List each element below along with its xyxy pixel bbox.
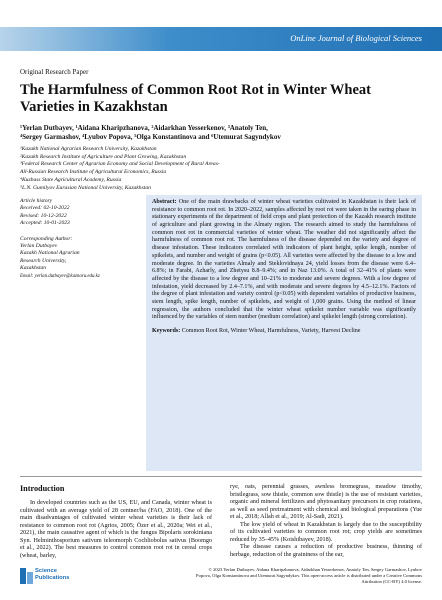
intro-heading: Introduction	[20, 484, 65, 493]
intro-right-column	[230, 484, 422, 559]
intro-left-column	[20, 500, 212, 560]
logo-line-2: Publications	[35, 574, 70, 581]
intro-paragraph-3: The low yield of wheat in Kazakhstan is largely due to the susceptibility of its cultivated varieties to common root rot; crop yields are sometimes reduced by 35–45% (Koishibayev, 2018).	[230, 521, 422, 543]
corr-institution-1: Kazakh National Agrarian	[20, 250, 80, 257]
science-publications-logo-icon	[20, 568, 33, 584]
abstract-text: One of the main drawbacks of winter wheat varieties cultivated in Kazakhstan is their lack of resistance to common root rot. In 2020–2022, samples affected by root rot were taken in the earing phase in stationary experiments of the department of field crops and plant protection of the Kazakh research institute of agriculture and plant growing in the Almaty region. The research aimed to study the harmfulness of common root rot in commercial varieties of winter wheat. The weather did not significantly affect the harmfulness of common root rot. The harmfulness of the disease depended on the variety and degree of disease infestation. These indicators correlated with indicators of plant height, spike length, number of spikelets, and number and weight of grains (p<0.05). All varieties were affected by the disease to a low and moderate degree. In the varieties Almaly and Steklovidnaya 24, yield losses from the disease were 6.4–6.8%; in Farabi, Azharly, and Zhetysu 8.8–9.4%; and in Naz 13.0%. A total of 32–41% of plants were affected by the disease to a low degree and 10–21% to moderate and severe degrees. With a low degree of infestation, yield decreased by 2.4–7.1%, and with moderate and severe degrees by 4.5–12.1%. Factors of the degree of plant infestation and variety control (p<0.05) with dependent variables of productive business, stem length, spike length, number of spikelets, and weight of 1,000 grains. Using the method of linear regression, the authors concluded that the winter wheat spikelet number variable was significantly influenced by the variables of stem number (medium correlation) and spikelet length (strong correlation).	[152, 199, 416, 321]
affiliation-3-cont: All-Russian Research Institute of Agricultural Economics, Russia	[20, 169, 167, 176]
footer-line-3: Attribution (CC-BY) 4.0 license.	[361, 579, 422, 585]
accepted-date: Accepted: 10-01-2023	[20, 220, 70, 227]
footer-line-2: Popova, Olga Konstantinova and Utemurat Sagyndykov. This open-access article is distributed under a Creative Commons	[196, 573, 422, 579]
corr-heading: Corresponding Author:	[20, 235, 73, 242]
intro-paragraph-1: In developed countries such as the US, EU, and Canada, winter wheat is cultivated with an average yield of 28 centner/ha (FAO, 2018). One of the main disadvantages of cultivated winter wheat varieties is their lack of resistance to common root rot (Agrios, 2005; Özer et al., 2020a; Wei et al., 2021), the main causative agent of which is the fungus Bipolaris sorokiniana Syn. Helminthosporium sativum teleomorph Cochliobolus sativus (Boomgo et al., 2022). The best measures to control common root rot in cereal crops (wheat, barley,	[20, 500, 212, 559]
copyright-footer	[146, 567, 422, 586]
abstract-box	[146, 195, 422, 471]
intro-paragraph-2: rye, oats, perennial grasses, awnless bromegrass, meadow timothy, bristlegrass, sow thistle, common sow thistle) is the use of resistant varieties, organic and mineral fertilizers and phytosanitary precursors in crop rotations, as well as seed pretreatment with chemical and biological preparations (Yue et al., 2018; Allah et al., 2019; Al-Sadi, 2021).	[230, 484, 422, 521]
author-list	[20, 124, 420, 142]
paper-title: The Harmfulness of Common Root Rot in Winter Wheat Varieties in Kazakhstan	[20, 82, 371, 115]
section-divider	[20, 476, 422, 477]
publisher-logo	[20, 566, 80, 588]
corr-institution-2: Research University,	[20, 257, 67, 264]
affiliation-3: ³Federal Research Center of Agrarian Economy and Social Development of Rural Areas-	[20, 161, 220, 168]
keywords-label: Keywords:	[152, 328, 181, 334]
footer-line-1: © 2023 Yerlan Dutbayev, Aidana Kharipzhanova, Aidarkhan Yesserkenov, Anatoly Ten, Sergey Garmashov, Lyubov	[208, 567, 422, 572]
abstract-paragraph	[152, 199, 416, 322]
received-date: Received: 02-10-2022	[20, 205, 70, 212]
author-line-2: ⁴Sergey Garmashov, ⁴Lyubov Popova, ⁵Olga Konstantinova and ⁶Utemurat Sagyndykov	[20, 133, 281, 141]
affiliation-4: ⁴Kuzbass State Agricultural Academy, Russia	[20, 176, 122, 183]
affiliation-list	[20, 146, 400, 192]
history-heading: Article history	[20, 198, 53, 204]
revised-date: Revised: 10-12-2022	[20, 212, 67, 219]
affiliation-2: ²Kazakh Research Institute of Agriculture and Plant Growing, Kazakhstan	[20, 153, 187, 160]
corr-country: Kazakhstan	[20, 265, 47, 272]
keywords	[152, 328, 416, 336]
journal-name: OnLine Journal of Biological Sciences	[290, 33, 422, 43]
corr-name: Yerlan Dutbayev	[20, 243, 58, 250]
author-line-1: ¹Yerlan Dutbayev, ¹Aidana Kharipzhanova, ²Aidarkhan Yesserkenov, ³Anatoly Ten,	[20, 124, 268, 132]
corresponding-author	[20, 236, 140, 280]
journal-banner	[0, 27, 442, 51]
article-sidebar	[20, 198, 140, 288]
affiliation-5: ⁵L.N. Gumilyov Eurasian National University, Kazakhstan	[20, 184, 151, 191]
logo-line-1: Science	[35, 568, 57, 574]
intro-paragraph-4: The disease causes a reduction of productive business, thinning of herbage, reduction of the graininess of the ear,	[230, 544, 422, 558]
keywords-text: Common Root Rot, Winter Wheat, Harmfulness, Variety, Harvest Decline	[181, 328, 361, 334]
corr-email[interactable]: Email: yerlan.dutbayev@kaznaru.edu.kz	[20, 273, 100, 279]
logo-text	[35, 568, 69, 582]
abstract-label: Abstract:	[152, 199, 177, 205]
affiliation-1: ¹Kazakh National Agrarian Research University, Kazakhstan	[20, 146, 157, 152]
article-history	[20, 198, 140, 228]
article-type: Original Research Paper	[20, 68, 89, 76]
